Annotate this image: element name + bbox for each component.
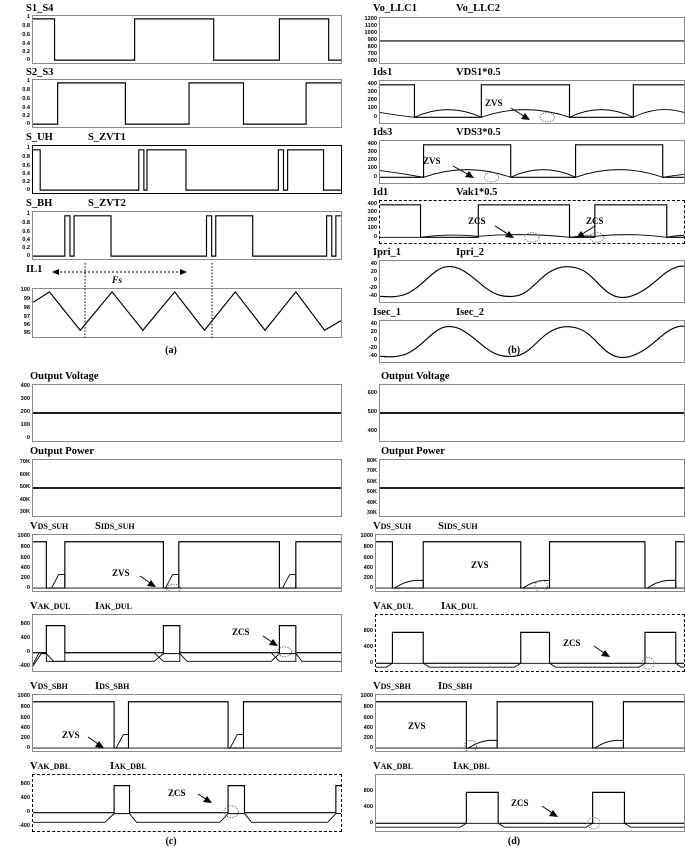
annotation-arrow [263,636,283,650]
y-tick: 1000 [360,693,373,700]
plot-title-secondary: Ipri_2 [456,247,485,258]
plot-title [0,680,342,693]
plot-title [343,186,685,199]
y-axis [343,17,379,64]
y-axis [0,384,32,442]
plot-frame [379,320,685,363]
plot-title-primary-sub: DS_SUH [380,522,412,531]
y-tick: 50K [19,484,30,491]
y-tick: -40 [368,293,377,300]
y-axis [0,534,32,592]
y-axis [343,534,375,592]
plot-frame [32,774,342,832]
y-tick: 0 [26,57,30,64]
annotation-zcs: ZCS [168,788,186,798]
y-tick: 100 [20,422,30,429]
y-tick: 96 [23,322,30,329]
plot-frame [379,17,685,64]
y-tick: 1000 [364,30,377,37]
y-tick: 400 [20,565,30,572]
y-tick: 300 [367,89,377,96]
plot-title-primary-sub: AK_DUL [380,602,414,611]
plot-frame [375,774,685,832]
y-axis [0,459,32,517]
y-tick: 800 [363,788,373,795]
plot-title-secondary: SIDS_SUH [95,521,135,532]
plot-title-primary: Ids1 [373,67,393,78]
y-tick: 600 [20,715,30,722]
y-tick: 0.4 [22,105,30,112]
y-tick: 40 [370,261,377,268]
plot-title [343,246,685,259]
plot-title [343,520,685,533]
plot-title-secondary-sub: AK_DBL [457,762,490,771]
y-axis [343,774,375,832]
plot-frame [32,384,342,442]
y-tick: 0 [369,660,373,667]
y-tick: 0 [26,745,30,752]
annotation-zcs: ZCS [586,216,604,226]
y-tick: 0.6 [22,163,30,170]
y-axis [0,211,32,260]
plot-title [0,66,342,79]
plot-title-secondary: Isec_2 [456,307,484,318]
y-tick: 60K [19,472,30,479]
y-tick: 200 [363,575,373,582]
y-tick: 0.4 [22,41,30,48]
plot-frame [379,384,685,442]
plot-title-primary-sub: DS_SBH [37,682,68,691]
y-tick: 1 [26,14,30,21]
y-tick: 0 [26,253,30,260]
y-tick: 400 [363,725,373,732]
plot-s2-s3 [0,66,342,128]
annotation-zcs: ZCS [511,798,529,808]
y-tick: -400 [18,663,30,670]
plot-title-primary: VDS_SUH [373,521,412,532]
y-tick: 0.6 [22,96,30,103]
y-tick: 600 [363,715,373,722]
y-axis [343,694,375,752]
y-tick: 0 [373,114,377,121]
y-tick: 80K [366,458,377,465]
plot-output-voltage-c [0,370,342,442]
y-tick: 400 [363,565,373,572]
panel-b-label: (b) [507,345,521,356]
y-tick: 400 [363,644,373,651]
y-tick: 40 [370,321,377,328]
plot-title-secondary-sub: AK_DUL [99,602,132,611]
plot-output-power-d [343,445,685,517]
y-tick: 0 [26,649,30,656]
y-tick: 0.2 [22,245,30,252]
y-axis [0,79,32,128]
y-tick: -40 [368,353,377,360]
plot-title-secondary-sub: DS_SBH [99,682,130,691]
plot-vak-dul-c [0,600,342,672]
y-tick: 97 [23,314,30,321]
plot-title-secondary-sub: AK_DUL [445,602,478,611]
plot-title [0,600,342,613]
y-tick: 40K [19,497,30,504]
y-tick: 400 [367,81,377,88]
y-tick: 0.6 [22,229,30,236]
panel-c-label: (c) [165,836,177,847]
plot-title [343,306,685,319]
y-tick: 700 [367,51,377,58]
y-axis [343,140,379,184]
plot-title-secondary: S_ZVT2 [88,198,126,209]
plot-title-secondary: IAK_DUL [441,601,478,612]
y-tick: 0.6 [22,32,30,39]
plot-title-primary: Ids3 [373,127,393,138]
plot-title-secondary: Vo_LLC2 [456,3,500,14]
y-tick: 30K [366,510,377,517]
plot-title-primary: Output Voltage [30,371,99,382]
plot-vds-suh-c [0,520,342,592]
y-tick: 0 [373,234,377,241]
plot-title-primary: Vo_LLC1 [373,3,417,14]
y-tick: 400 [367,201,377,208]
y-tick: 0 [369,820,373,827]
annotation-arrow [140,576,162,590]
plot-title [0,760,342,773]
y-tick: 1200 [364,16,377,23]
plot-title-primary-sub: DS_SBH [380,682,411,691]
y-tick: 0 [369,745,373,752]
plot-title-secondary: IAK_DUL [95,601,132,612]
y-axis [343,320,379,363]
y-tick: 98 [23,305,30,312]
plot-title-secondary: IAK_DBL [110,761,147,772]
plot-title-primary: VAK_DBL [30,761,71,772]
y-tick: 800 [363,544,373,551]
y-tick: 0.8 [22,23,30,30]
plot-title-primary: VDS_SBH [373,681,411,692]
plot-title-secondary-sub: DS_SBH [442,682,473,691]
y-tick: 400 [20,383,30,390]
y-tick: 1000 [17,533,30,540]
y-tick: -20 [368,285,377,292]
plot-frame [32,534,342,592]
plot-title-secondary: IDS_SBH [95,681,130,692]
annotation-arrow [594,646,616,660]
annotation-zcs: ZCS [563,638,581,648]
y-tick: 200 [367,157,377,164]
plot-title [0,520,342,533]
y-tick: 1000 [360,533,373,540]
plot-frame [32,694,342,752]
plot-frame [32,145,342,194]
y-tick: 20 [370,329,377,336]
plot-title [0,197,342,210]
y-tick: 600 [367,390,377,397]
annotation-arrow [542,806,564,820]
plot-title-secondary: S_ZVT1 [88,132,126,143]
y-tick: 200 [20,409,30,416]
y-tick: 20 [370,269,377,276]
y-tick: -400 [18,823,30,830]
y-tick: 0.8 [22,154,30,161]
plot-title-primary: Output Power [30,446,94,457]
y-tick: 0 [373,277,377,284]
annotation-zvs: ZVS [408,721,426,731]
plot-ipri [343,246,685,304]
plot-ids1-vds1 [343,66,685,124]
y-tick: 100 [367,165,377,172]
y-tick: 100 [367,105,377,112]
plot-title-primary-sub: AK_DBL [37,762,71,771]
y-tick: 400 [367,141,377,148]
plot-title [0,445,342,458]
annotation-arrow [198,794,218,806]
plot-title-primary: Output Voltage [381,371,450,382]
y-tick: 300 [367,209,377,216]
y-tick: -20 [368,345,377,352]
y-tick: 0 [26,435,30,442]
annotation-zvs: ZVS [423,156,441,166]
y-tick: 400 [20,795,30,802]
y-tick: 500 [367,409,377,416]
y-tick: 0 [373,337,377,344]
plot-title-secondary-sub: IDS_SUH [100,522,135,531]
y-tick: 60K [366,479,377,486]
plot-s-uh-zvt1 [0,131,342,194]
y-axis [0,288,32,338]
plot-title-primary: S1_S4 [26,3,54,14]
plot-title-primary: VAK_DUL [30,601,71,612]
y-tick: 800 [20,621,30,628]
y-axis [0,145,32,194]
plot-title-primary-sub: DS_SUH [37,522,69,531]
y-tick: 50K [366,489,377,496]
plot-frame [379,459,685,517]
y-tick: 400 [363,804,373,811]
plot-title-primary: VAK_DBL [373,761,414,772]
panel-c [0,368,342,856]
y-tick: 800 [20,544,30,551]
y-tick: 200 [367,217,377,224]
y-tick: 900 [367,37,377,44]
plot-title-primary: IL1 [26,264,43,275]
y-axis [343,614,375,672]
y-tick: 0.4 [22,171,30,178]
plot-s-bh-zvt2 [0,197,342,260]
plot-title-primary-sub: AK_DUL [37,602,71,611]
plot-vds-sbh-c [0,680,342,752]
y-tick: 1100 [364,23,377,30]
y-tick: 99 [23,296,30,303]
y-axis [343,200,379,244]
panel-d-label: (d) [507,836,521,847]
plot-il1 [0,263,342,338]
y-tick: 95 [23,330,30,337]
plot-frame [32,79,342,128]
plot-s1-s4 [0,2,342,64]
fs-label: Fs [112,276,123,286]
annotation-arrow [511,108,537,122]
y-tick: 1 [26,211,30,218]
plot-vak-dbl-d [343,760,685,832]
y-tick: 800 [367,44,377,51]
y-tick: 800 [20,704,30,711]
y-tick: 200 [363,735,373,742]
plot-title-primary: VDS_SUH [30,521,69,532]
plot-frame [375,614,685,672]
y-tick: 100 [367,225,377,232]
y-tick: 0.2 [22,49,30,56]
plot-vds-suh-d [343,520,685,592]
y-tick: 0 [26,809,30,816]
plot-title [343,445,685,458]
y-axis [0,614,32,672]
y-tick: 0.4 [22,237,30,244]
y-tick: 0 [26,585,30,592]
y-tick: 30K [19,509,30,516]
y-axis [0,774,32,832]
plot-vak-dul-d [343,600,685,672]
plot-title-secondary-sub: AK_DBL [114,762,147,771]
plot-title [0,370,342,383]
y-tick: 1 [26,145,30,152]
plot-frame [379,260,685,303]
panel-d [343,368,685,856]
panel-a [0,0,342,368]
y-tick: 0.8 [22,220,30,227]
plot-output-power-c [0,445,342,517]
plot-title [343,66,685,79]
plot-title-primary: Isec_1 [373,307,401,318]
y-axis [343,384,379,442]
y-tick: 400 [367,428,377,435]
y-axis [343,80,379,124]
y-tick: 1 [26,78,30,85]
plot-title-secondary: Vak1*0.5 [456,187,498,198]
y-axis [343,459,379,517]
plot-title-secondary: IAK_DBL [453,761,490,772]
y-tick: 300 [367,149,377,156]
y-tick: 70K [366,468,377,475]
y-tick: 400 [20,725,30,732]
y-tick: 100 [20,287,30,294]
plot-title [0,2,342,15]
plot-title-primary: VAK_DUL [373,601,414,612]
y-tick: 600 [20,555,30,562]
annotation-zcs: ZCS [232,627,250,637]
plot-frame [32,15,342,64]
panel-a-label: (a) [165,345,177,356]
plot-frame [379,200,685,244]
y-tick: 200 [20,575,30,582]
annotation-arrow [495,226,521,240]
plot-title [343,370,685,383]
plot-output-voltage-d [343,370,685,442]
y-tick: 300 [20,396,30,403]
y-tick: 800 [363,628,373,635]
y-tick: 0 [369,585,373,592]
plot-frame [375,534,685,592]
y-tick: 0.2 [22,113,30,120]
annotation-zvs: ZVS [62,730,80,740]
plot-title-secondary: SIDS_SUH [438,521,478,532]
plot-title-primary: Id1 [373,187,389,198]
plot-title [0,131,342,144]
annotation-zcs: ZCS [468,216,486,226]
y-tick: 800 [20,781,30,788]
y-tick: 0 [373,174,377,181]
plot-id1-vak1 [343,186,685,244]
plot-title-primary: Output Power [381,446,445,457]
annotation-zvs: ZVS [471,560,489,570]
y-tick: 0.2 [22,179,30,186]
y-tick: 400 [20,635,30,642]
y-tick: 0 [26,187,30,194]
y-axis [0,15,32,64]
y-tick: 1000 [17,693,30,700]
plot-title-primary-sub: AK_DBL [380,762,414,771]
plot-title [343,126,685,139]
y-tick: 70K [19,459,30,466]
y-tick: 40K [366,500,377,507]
y-tick: 200 [367,97,377,104]
plot-title-primary: Ipri_1 [373,247,402,258]
y-tick: 600 [367,58,377,65]
plot-title-secondary: VDS1*0.5 [456,67,501,78]
annotation-zvs: ZVS [112,568,130,578]
plot-title [343,2,685,15]
annotation-zvs: ZVS [485,98,503,108]
plot-title-secondary: IDS_SBH [438,681,473,692]
plot-title-primary: S_UH [26,132,53,143]
plot-title [343,680,685,693]
y-axis [0,694,32,752]
plot-title-secondary: VDS3*0.5 [456,127,501,138]
plot-title-primary: S2_S3 [26,67,54,78]
plot-title [343,760,685,773]
y-axis [343,260,379,303]
y-tick: 0.8 [22,87,30,94]
y-tick: 0 [26,121,30,128]
annotation-arrow [573,226,599,240]
annotation-arrow [88,737,110,751]
period-markers [32,253,342,348]
plot-frame [32,459,342,517]
plot-title-secondary-sub: IDS_SUH [443,522,478,531]
y-tick: 800 [363,704,373,711]
plot-frame [32,614,342,672]
plot-vds-sbh-d [343,680,685,752]
y-tick: 200 [20,735,30,742]
y-tick: 600 [363,555,373,562]
plot-title-primary: VDS_SBH [30,681,68,692]
plot-title [343,600,685,613]
plot-vak-dbl-c [0,760,342,832]
plot-title-primary: S_BH [26,198,53,209]
plot-ids3-vds3 [343,126,685,184]
plot-vo-llc [343,2,685,64]
panel-b [343,0,685,368]
annotation-arrow [453,166,481,180]
